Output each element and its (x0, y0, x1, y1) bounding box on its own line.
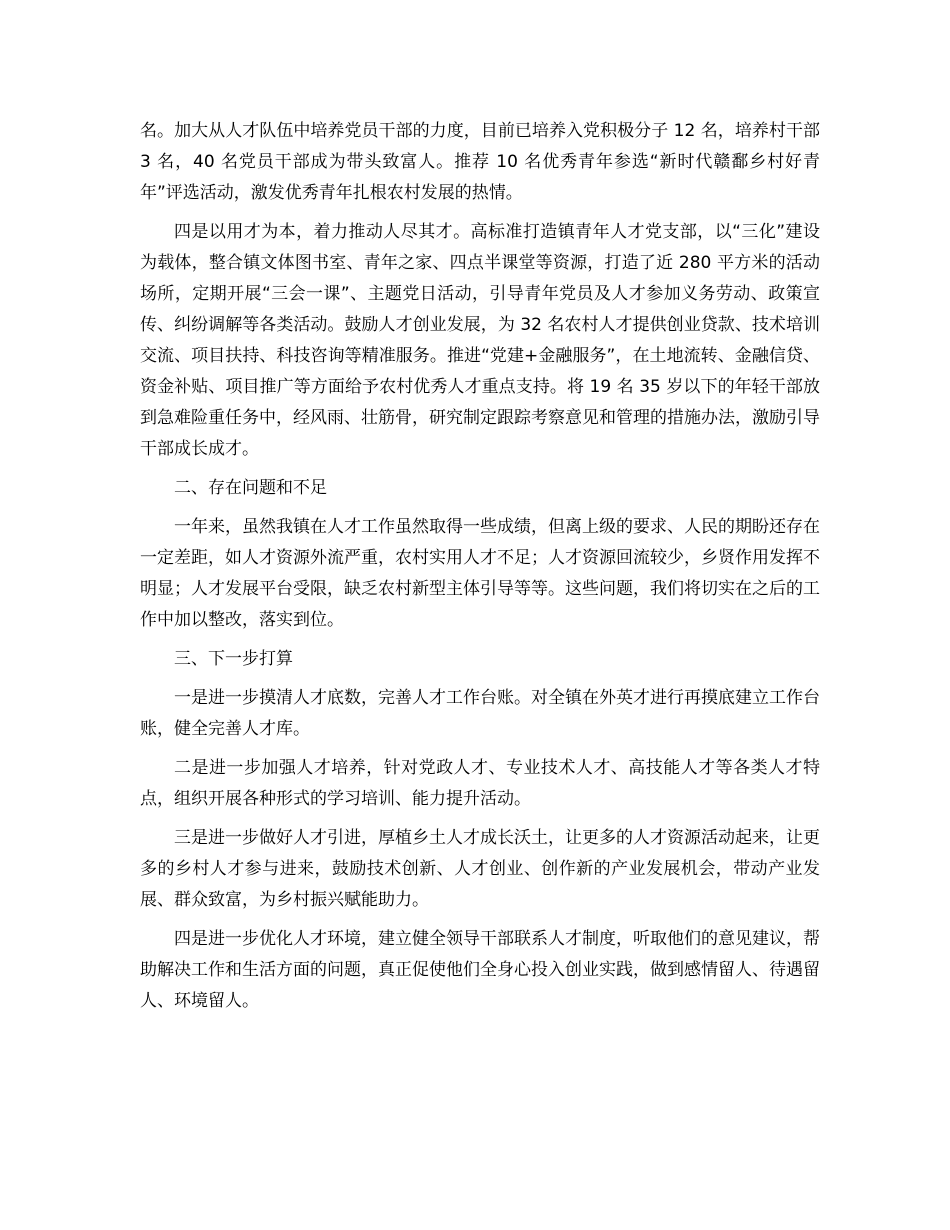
paragraph-step-two: 二是进一步加强人才培养，针对党政人才、专业技术人才、高技能人才等各类人才特点，组织开展各种形式的学习培训、能力提升活动。 (140, 758, 820, 809)
paragraph-problems: 一年来，虽然我镇在人才工作虽然取得一些成绩，但离上级的要求、人民的期盼还存在一定差距，如人才资源外流严重，农村实用人才不足；人才资源回流较少，乡贤作用发挥不明显；人才发展平台受限，缺乏农村新型主体引导等等。这些问题，我们将切实在之后的工作中加以整改，落实到位。 (140, 517, 820, 630)
paragraph-step-one: 一是进一步摸清人才底数，完善人才工作台账。对全镇在外英才进行再摸底建立工作台账，健全完善人才库。 (140, 688, 820, 739)
section-heading-problems: 二、存在问题和不足 (174, 478, 327, 498)
paragraph-step-four: 四是进一步优化人才环境，建立健全领导干部联系人才制度，听取他们的意见建议，帮助解决工作和生活方面的问题，真正促使他们全身心投入创业实践，做到感情留人、待遇留人、环境留人。 (140, 929, 820, 1011)
section-heading-next-steps: 三、下一步打算 (174, 649, 293, 669)
document-page (140, 116, 820, 1025)
paragraph-step-three: 三是进一步做好人才引进，厚植乡土人才成长沃土，让更多的人才资源活动起来，让更多的乡村人才参与进来，鼓励技术创新、人才创业、创作新的产业发展机会，带动产业发展、群众致富，为乡村振兴赋能助力。 (140, 828, 820, 910)
paragraph-talent-use: 四是以用才为本，着力推动人尽其才。高标准打造镇青年人才党支部，以“三化”建设为载体，整合镇文体图书室、青年之家、四点半课堂等资源，打造了近 280 平方米的活动场所，定期开展“三会一课”、主题党日活动，引导青年党员及人才参加义务劳动、政策宣传、纠纷调解等各类活动。鼓励人才创业发展，为 32 名农村人才提供创业贷款、技术培训交流、项目扶持、科技咨询等精准服务。推进“党建+金融服务”，在土地流转、金融信贷、资金补贴、项目推广等方面给予农村优秀人才重点支持。将 19 名 35 岁以下的年轻干部放到急难险重任务中，经风雨、壮筋骨，研究制定跟踪考察意见和管理的措施办法，激励引导干部成长成才。 (140, 222, 820, 459)
paragraph-continuation: 名。加大从人才队伍中培养党员干部的力度，目前已培养入党积极分子 12 名，培养村干部 3 名，40 名党员干部成为带头致富人。推荐 10 名优秀青年参选“新时代赣鄱乡村好青年”评选活动，激发优秀青年扎根农村发展的热情。 (140, 121, 820, 203)
